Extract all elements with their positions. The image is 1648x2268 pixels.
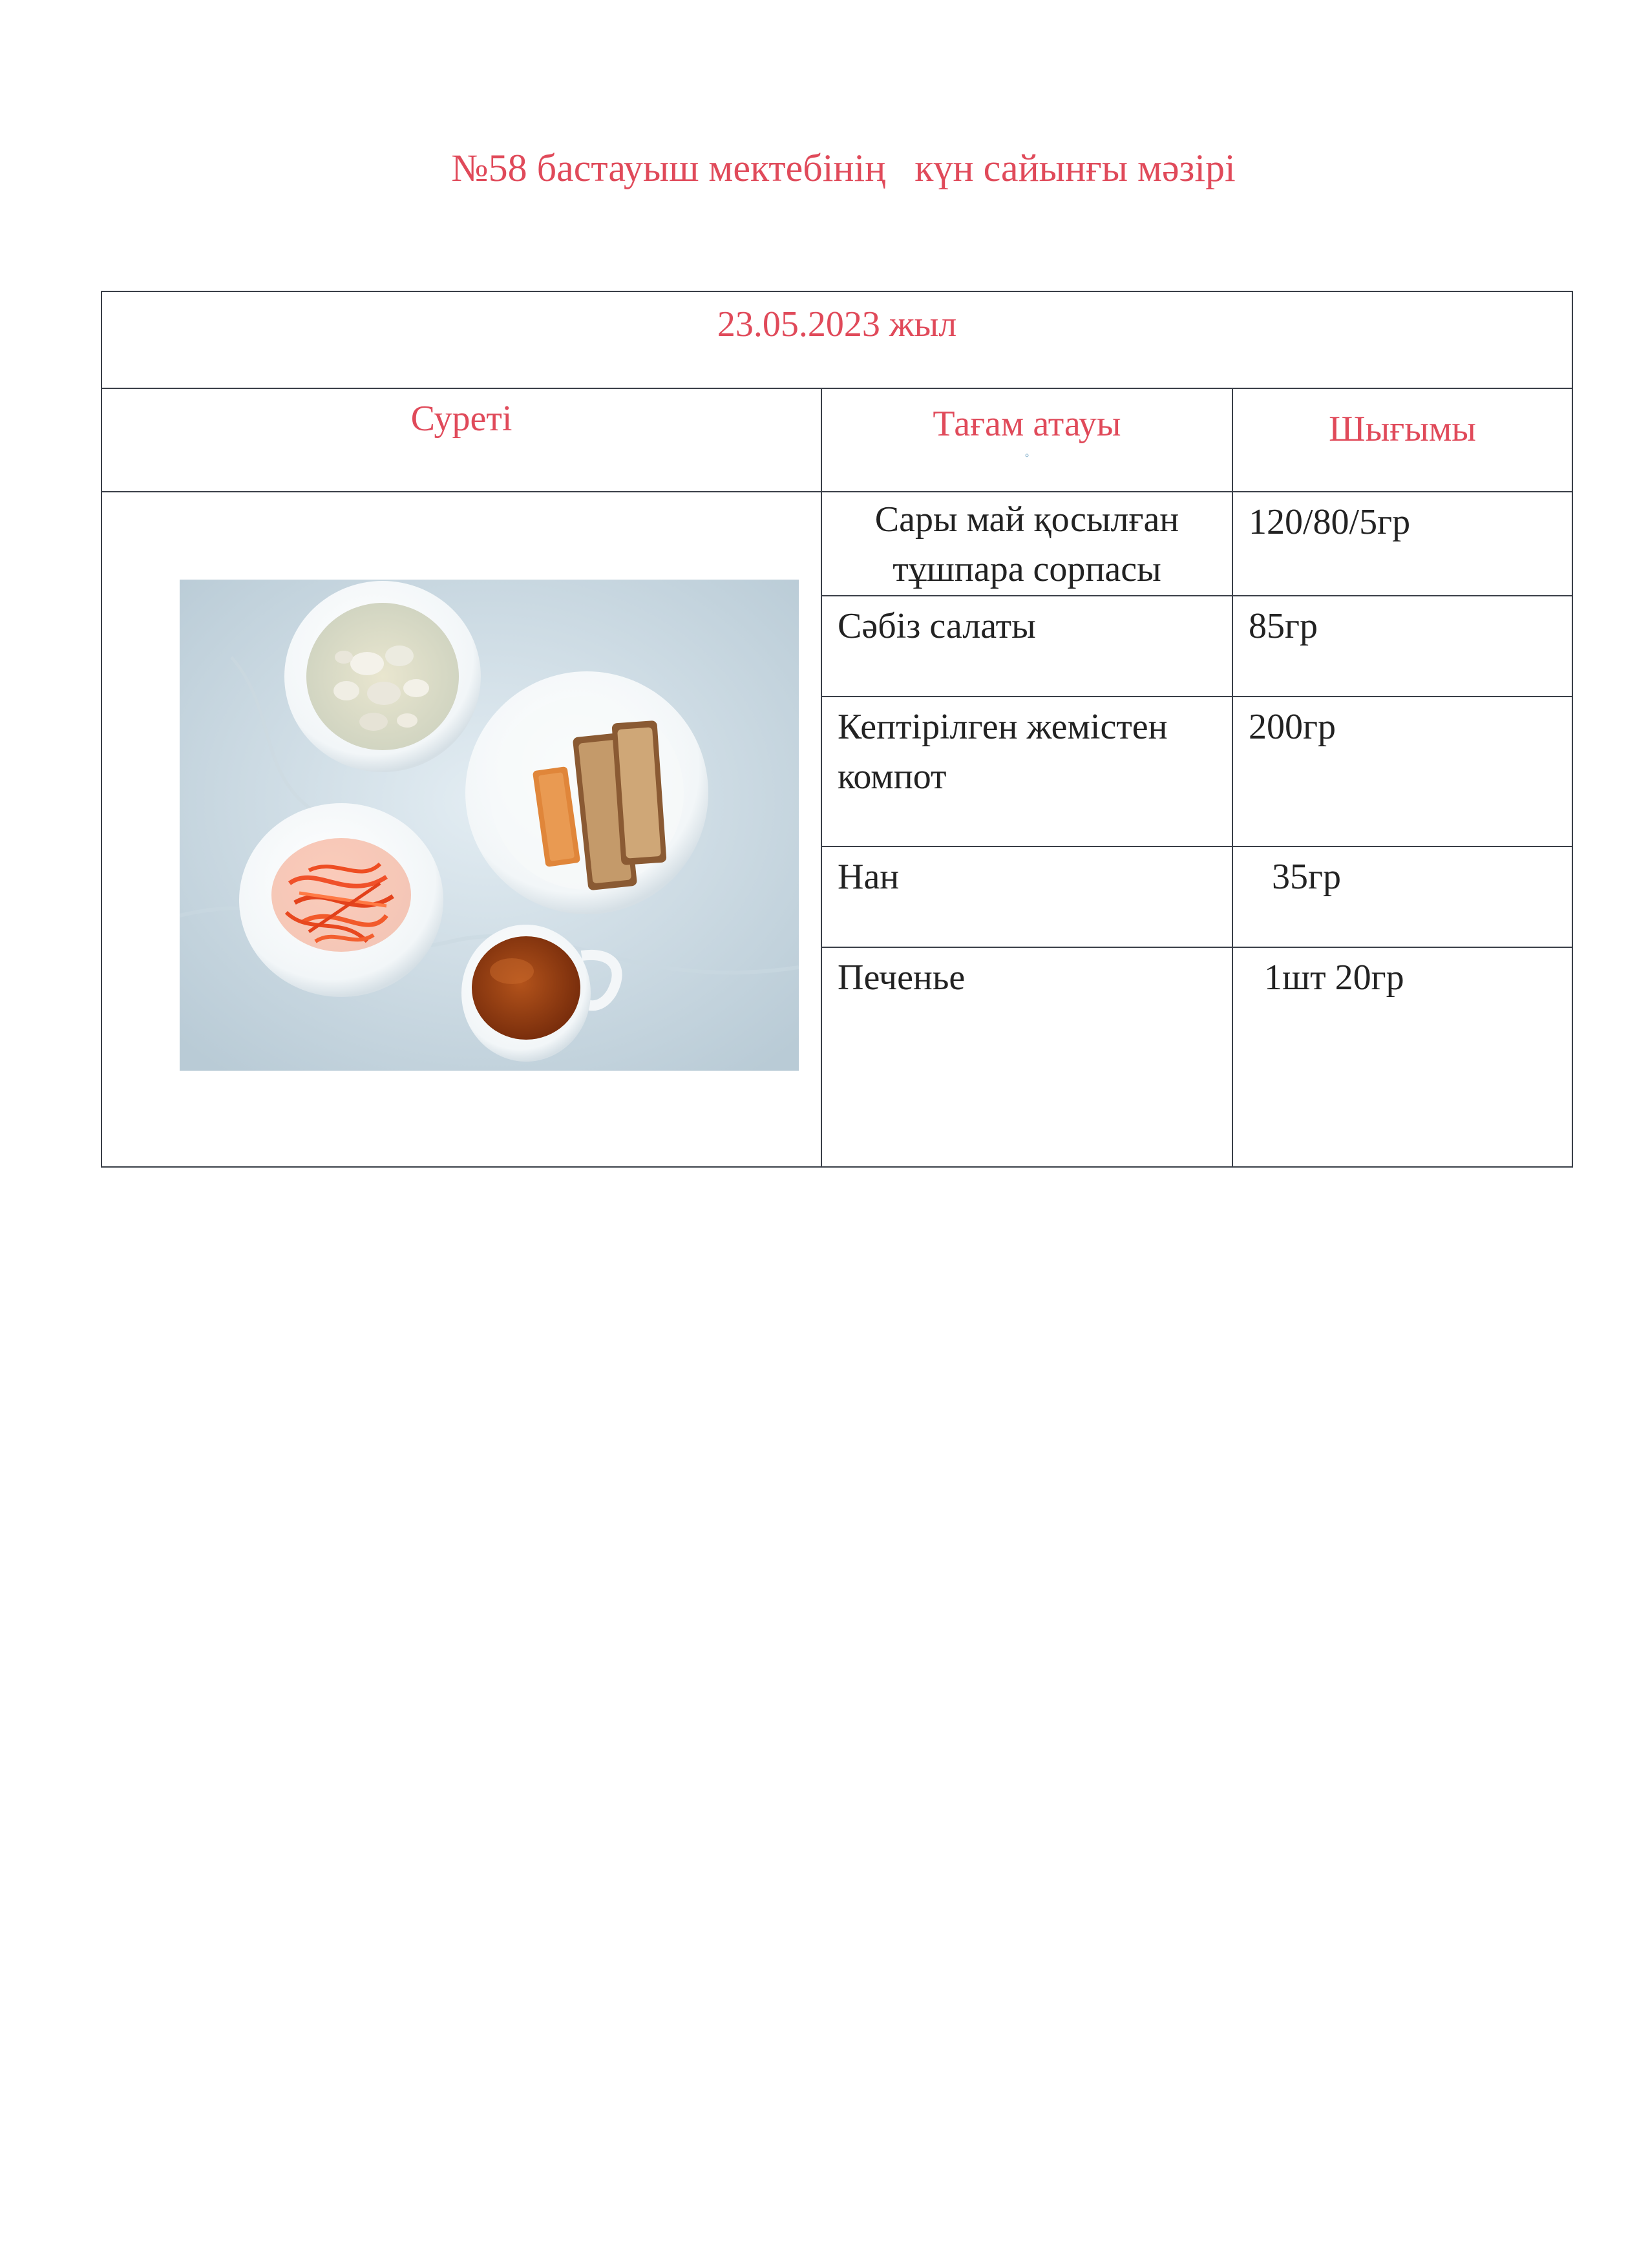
soup-bowl-icon bbox=[284, 581, 481, 772]
header-photo: Суреті bbox=[101, 388, 821, 492]
item-yield: 120/80/5гр bbox=[1232, 492, 1572, 596]
scan-mark-icon: ◦ bbox=[1024, 448, 1030, 463]
item-name: Нан bbox=[821, 846, 1232, 947]
carrot-salad-bowl-icon bbox=[239, 803, 443, 997]
header-dish-name bbox=[821, 388, 1232, 492]
header-dish-name-label: Тағам атауы bbox=[933, 404, 1121, 444]
header-yield: Шығымы bbox=[1232, 388, 1572, 492]
page-title: №58 бастауыш мектебінің күн сайынғы мәзірі bbox=[451, 147, 1236, 189]
item-yield: 85гр bbox=[1232, 596, 1572, 697]
meal-photo bbox=[180, 580, 799, 1071]
item-name: Кептірілген жемістен компот bbox=[821, 697, 1232, 846]
item-name: Сары май қосылған тұшпара сорпасы bbox=[821, 492, 1232, 596]
photo-cell bbox=[101, 492, 821, 1167]
item-yield: 35гр bbox=[1232, 846, 1572, 947]
bread-plate-icon bbox=[465, 671, 708, 914]
date-cell: 23.05.2023 жыл bbox=[101, 291, 1572, 388]
item-name: Сәбіз салаты bbox=[821, 596, 1232, 697]
item-yield: 1шт 20гр bbox=[1232, 947, 1572, 1167]
menu-table bbox=[101, 291, 1573, 1168]
item-yield: 200гр bbox=[1232, 697, 1572, 846]
item-name: Печенье bbox=[821, 947, 1232, 1167]
